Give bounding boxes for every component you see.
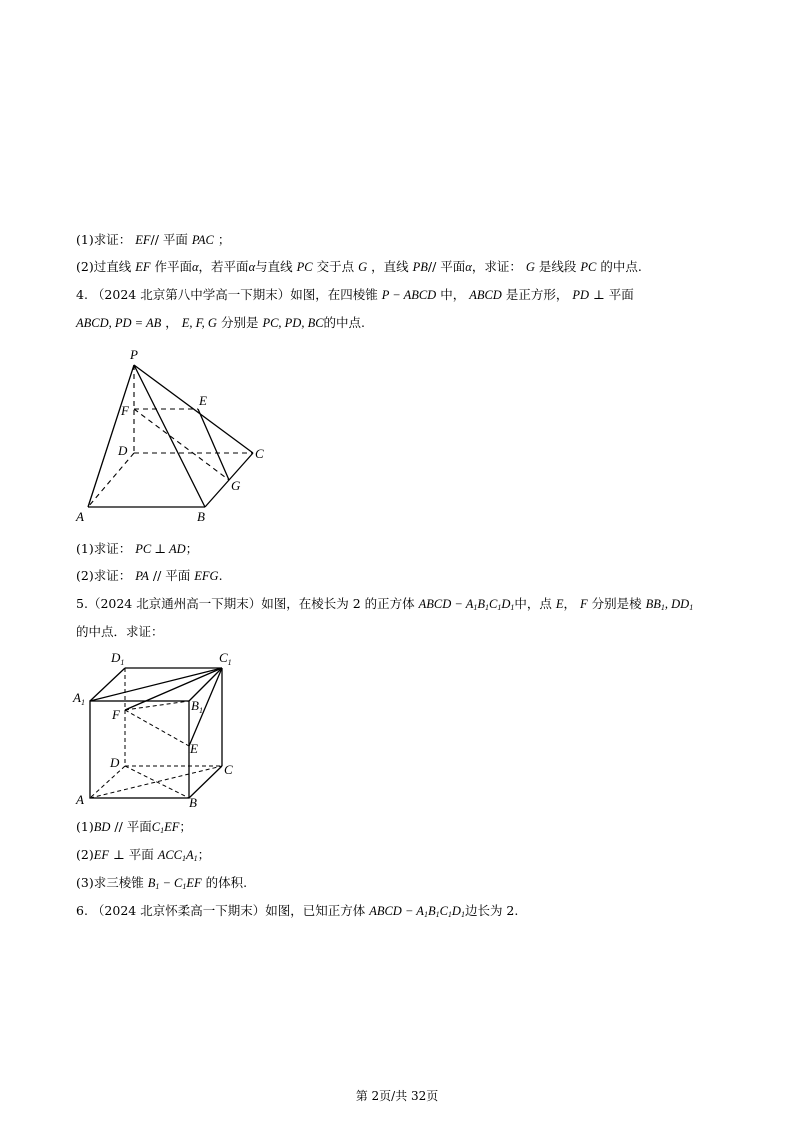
label-B1: $B_1$: [191, 698, 203, 715]
q5-sub4: 1: [510, 603, 515, 612]
label-G: G: [231, 478, 241, 493]
q4-number: 4.: [76, 287, 88, 302]
label-P: P: [130, 347, 138, 362]
q4-t2: 中，: [440, 287, 466, 302]
label-B: B: [197, 509, 205, 524]
q4-l2-m2: E, F, G: [181, 316, 217, 330]
q5-part3-end: 的体积.: [205, 875, 248, 890]
label-A: A: [76, 792, 84, 807]
q3-part1-end: ；: [217, 232, 231, 247]
q5-part3-prefix: (3)求三棱锥: [76, 875, 144, 890]
edge-DA: [90, 766, 125, 798]
label-D: D: [118, 443, 128, 458]
q3-p2-h: ，求证：: [471, 259, 522, 274]
edge-AC: [90, 766, 222, 798]
q5-sub3: 1: [497, 603, 502, 612]
label-C: C: [224, 762, 233, 777]
q5-m1-text: ABCD − A: [418, 597, 474, 611]
q4-l2-t1: ，: [165, 315, 178, 330]
q3-p2-m6: PB: [412, 260, 428, 274]
q3-p2-b: 作平面: [154, 259, 192, 274]
q5-sub1: 1: [473, 603, 478, 612]
q5-t4: 分别是棱: [591, 596, 642, 611]
q3-p2-d: 与直线: [255, 259, 293, 274]
cube-front-face: [90, 701, 189, 798]
q3-p2-j: 的中点.: [600, 259, 642, 274]
q5-part2-prefix: (2): [76, 847, 94, 862]
q4-l2-t3: 的中点.: [323, 315, 366, 330]
page-footer: 第 2页/共 32页: [355, 1089, 439, 1103]
q5-part2: [76, 847, 210, 867]
q3-p2-a: (2)过直线: [76, 259, 132, 274]
q5-part2-m: EF: [93, 848, 109, 862]
q5-edges: $BB_1$, $DD_1$: [645, 597, 694, 612]
q4-m2: ABCD: [469, 288, 502, 302]
q5-sub2: 1: [484, 603, 489, 612]
label-C: C: [255, 446, 264, 461]
q3-p2-f: ，直线: [371, 259, 409, 274]
q3-part1-math: EF: [135, 233, 151, 247]
label-F: F: [121, 403, 129, 418]
q4-m1: P − ABCD: [381, 288, 437, 302]
edge-FE: [125, 710, 189, 746]
q5-mE: E: [555, 597, 564, 611]
q5-part2-mid: ⊥ 平面: [112, 847, 154, 862]
q6-t2: 边长为 2.: [464, 903, 519, 918]
q4-part2-prefix: (2)求证：: [76, 568, 132, 583]
q5-part2-end: ；: [197, 847, 211, 862]
q3-part1-math2: PAC: [191, 233, 214, 247]
q4-part1-math: PC ⊥ AD: [135, 542, 186, 556]
q3-p2-m1: EF: [135, 260, 151, 274]
q4-source: （2024 北京第八中学高一下期末）如图，在四棱锥: [91, 287, 378, 302]
q5-part2-plane: $ACC_1A_1$: [157, 848, 198, 863]
edge-DB: [125, 766, 189, 798]
q4-part2-math2: EFG: [194, 569, 219, 583]
q3-p2-c: ，若平面: [198, 259, 249, 274]
q4-part2-math: PA: [135, 569, 149, 583]
label-A: A: [76, 509, 84, 524]
q3-p2-g: // 平面: [427, 259, 466, 274]
q6-t1: （2024 北京怀柔高一下期末）如图，已知正方体: [91, 903, 366, 918]
q5-part1-prefix: (1): [76, 819, 94, 834]
q5-mF: F: [580, 597, 588, 611]
q6-m1: ABCD − $A_1B_1C_1D_1$: [369, 904, 465, 919]
edge-BC: [189, 766, 222, 798]
label-D1: $D_1$: [111, 650, 125, 667]
q5-t2: 中，点: [514, 596, 552, 611]
q3-p2-m9: PC: [580, 260, 597, 274]
label-B: B: [189, 795, 197, 810]
q6-line1: [76, 903, 518, 923]
q3-part1-prefix: (1)求证：: [76, 232, 132, 247]
q3-p2-i: 是线段: [538, 259, 577, 274]
q5-part1-m: BD: [93, 820, 111, 834]
q4-part2-mid: // 平面: [152, 568, 191, 583]
label-A1: $A_1$: [73, 690, 85, 707]
q4-part1-prefix: (1)求证：: [76, 541, 132, 556]
q4-l2-m3: PC, PD, BC: [262, 316, 324, 330]
q5-m1: ABCD − $A_1B_1C_1D_1$: [418, 597, 515, 612]
q3-p2-m2: α: [191, 260, 199, 274]
q3-part1-mid: // 平面: [150, 232, 188, 247]
q5-number: 5.: [76, 596, 88, 611]
q6-number: 6.: [76, 903, 88, 918]
q5-part3: [76, 875, 247, 895]
q5-t5: 的中点．求证：: [76, 624, 164, 639]
q5-part1-plane: $C_1EF$: [151, 820, 180, 835]
q4-t4: ⊥ 平面: [592, 287, 634, 302]
q5-part1-mid: // 平面: [114, 819, 152, 834]
q3-p2-m4: PC: [296, 260, 313, 274]
q4-l2-t2: 分别是: [220, 315, 259, 330]
q3-p2-m5: G: [358, 260, 368, 274]
q4-t3: 是正方形，: [505, 287, 569, 302]
q3-p2-m7: α: [465, 260, 472, 274]
edge-B1C1: [189, 668, 222, 701]
q4-part1-end: ；: [185, 541, 199, 556]
q5-part1-end: ；: [179, 819, 192, 834]
q5-part3-math: $B_1 - C_1EF$: [147, 876, 202, 891]
q6-m1-text: ABCD − A: [369, 904, 424, 918]
label-F: F: [112, 707, 120, 722]
q5-part1: [76, 819, 192, 839]
label-D: D: [110, 755, 120, 770]
q3-p2-e: 交于点: [316, 259, 355, 274]
q4-l2-m1: ABCD, PD = AB: [76, 316, 162, 330]
q3-p2-m3: α: [248, 260, 256, 274]
q5-t3: ，: [563, 596, 577, 611]
q3-p2-m8: G: [525, 260, 535, 274]
q5-t1: （2024 北京通州高一下期末）如图，在棱长为 2 的正方体: [87, 596, 415, 611]
label-C1: $C_1$: [219, 650, 232, 667]
q4-part2-end: .: [218, 568, 223, 583]
label-E: E: [199, 393, 207, 408]
q4-m3: PD: [572, 288, 589, 302]
label-E: E: [190, 741, 198, 756]
